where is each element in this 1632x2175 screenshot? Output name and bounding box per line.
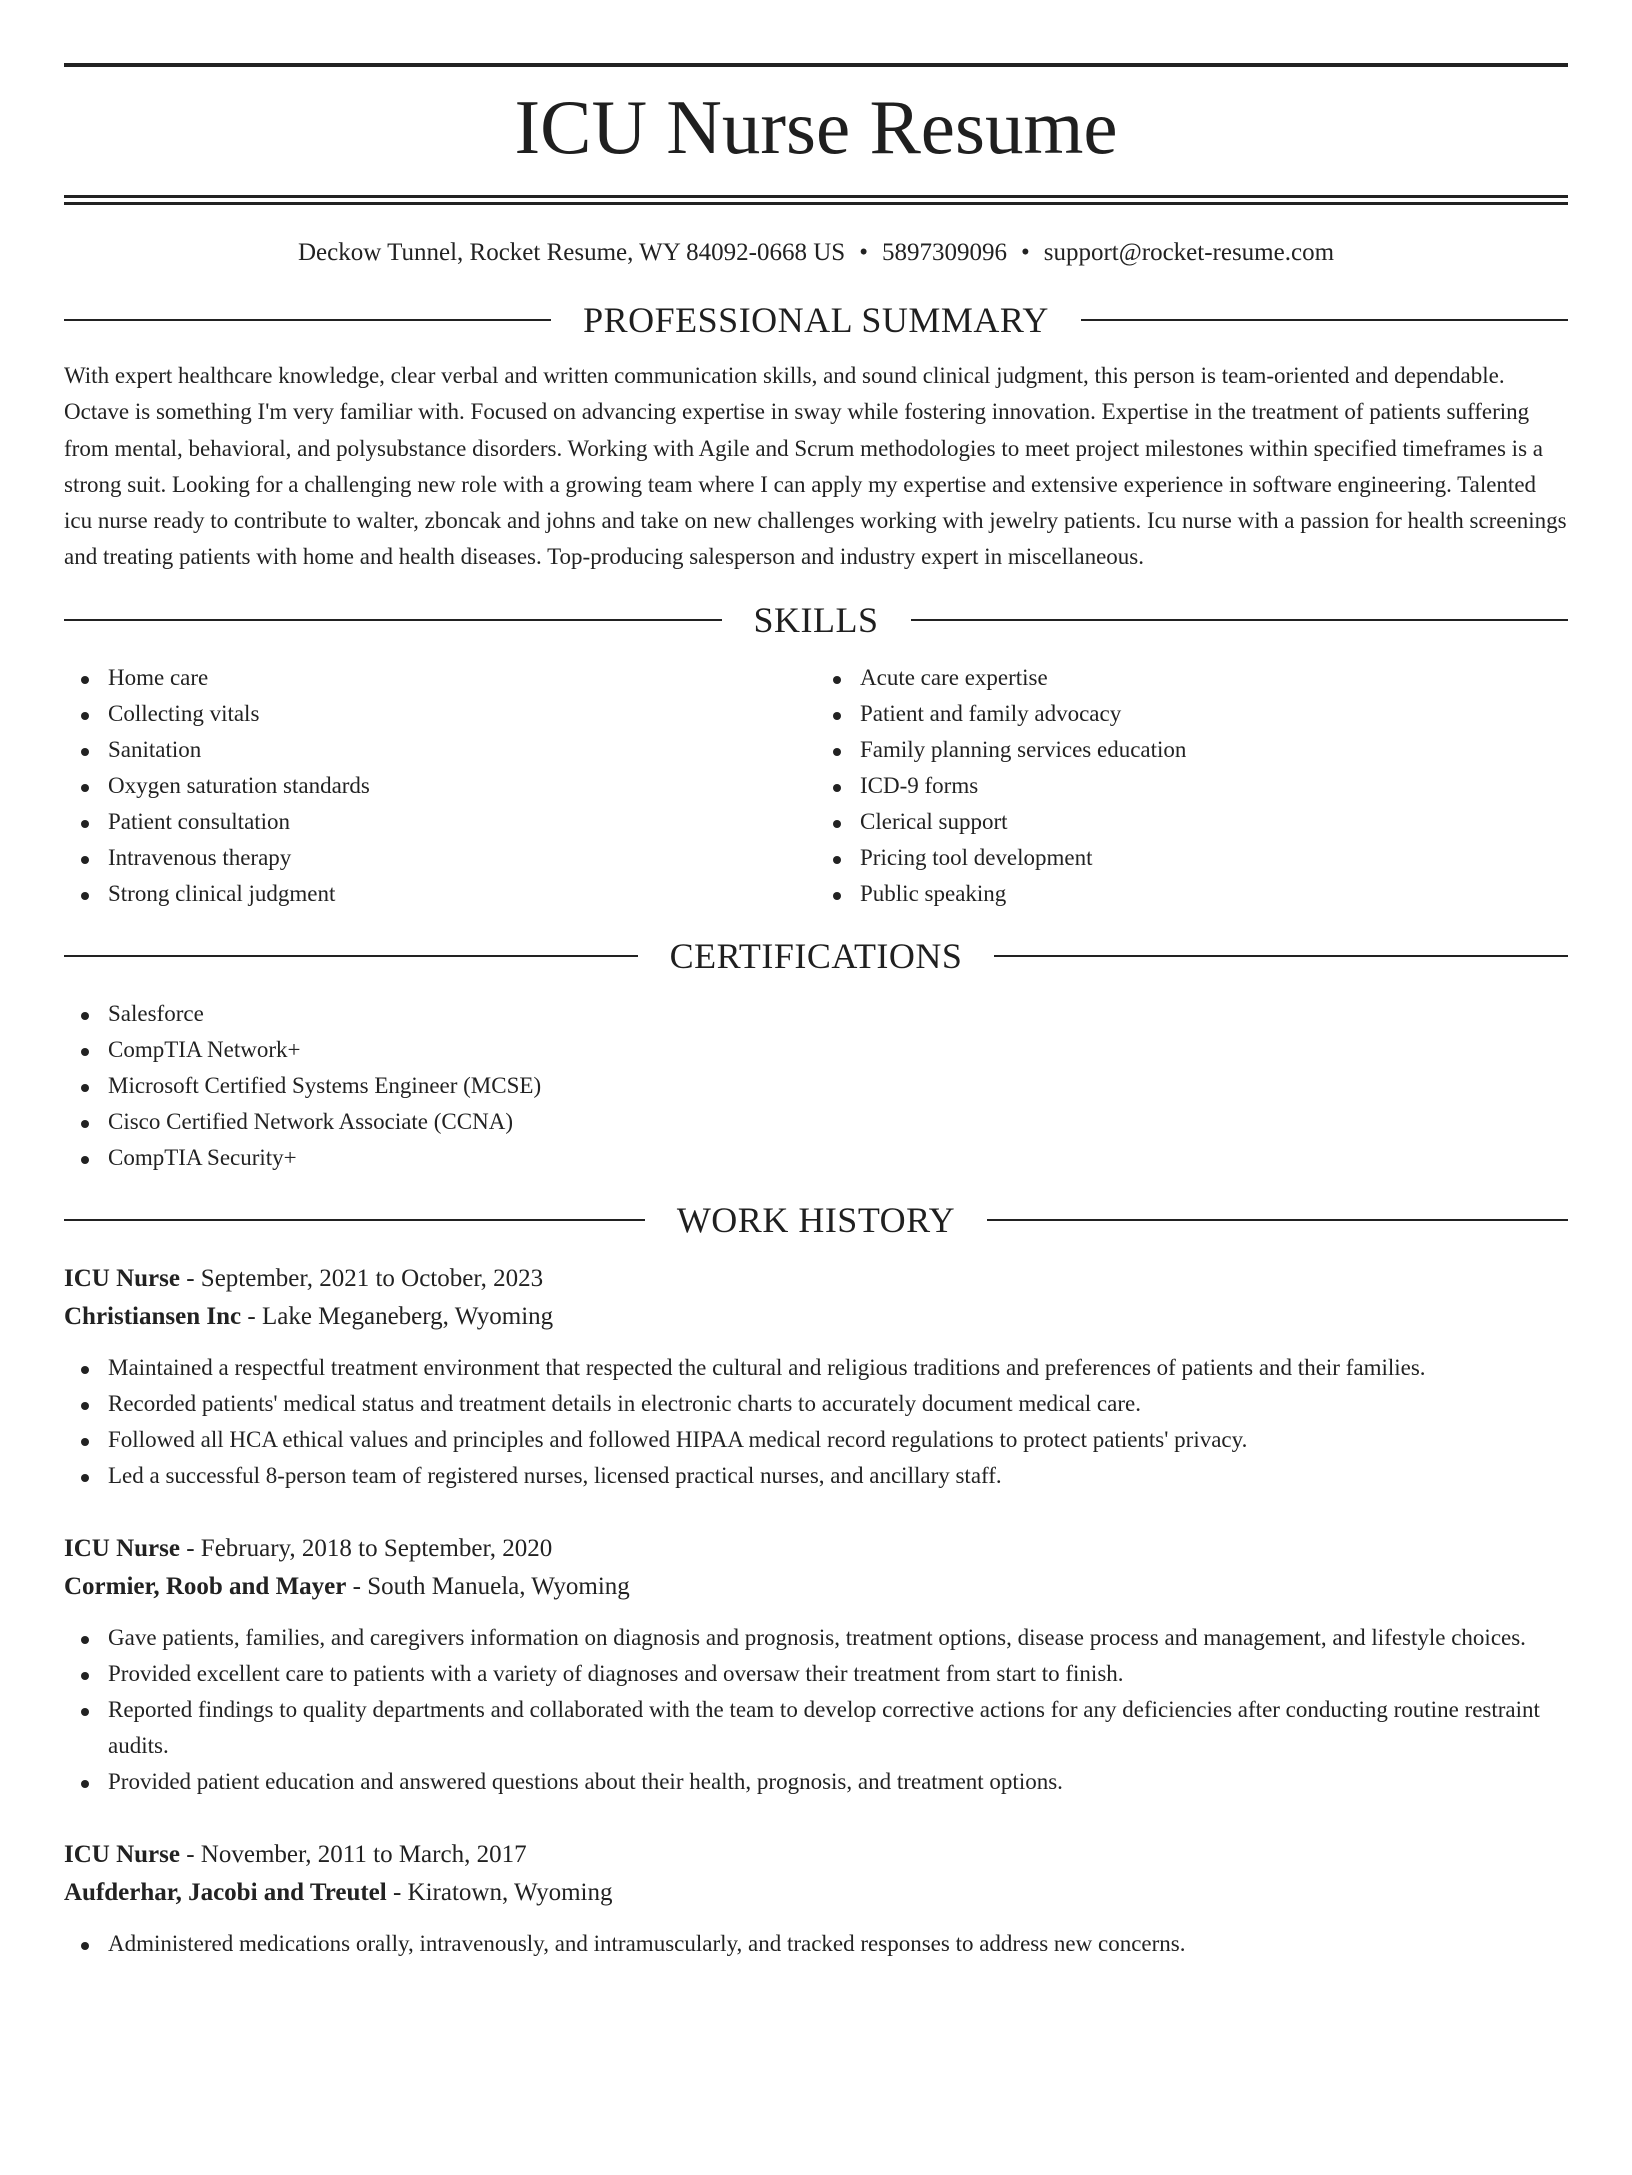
summary-section-header xyxy=(64,298,1568,342)
contact-separator: • xyxy=(859,239,868,266)
certification-item: CompTIA Network+ xyxy=(108,1032,1568,1068)
certification-item: Salesforce xyxy=(108,996,1568,1032)
job-company-line xyxy=(64,1874,1568,1912)
job-location: - South Manuela, Wyoming xyxy=(346,1572,630,1600)
skill-item: Public speaking xyxy=(860,876,1568,912)
job-bullet: Provided excellent care to patients with a variety of diagnoses and oversaw their treatment from start to finish. xyxy=(108,1656,1568,1692)
work-section-title: WORK HISTORY xyxy=(676,1199,956,1240)
skill-item: Sanitation xyxy=(108,732,816,768)
job-dates: - February, 2018 to September, 2020 xyxy=(179,1534,553,1562)
section-rule xyxy=(64,619,722,621)
job-location: - Kiratown, Wyoming xyxy=(386,1878,613,1906)
job-company: Cormier, Roob and Mayer xyxy=(64,1572,347,1600)
job-bullet: Followed all HCA ethical values and principles and followed HIPAA medical record regulations to protect patients' privacy. xyxy=(108,1422,1568,1458)
contact-separator: • xyxy=(1020,239,1030,266)
job-entry xyxy=(64,1836,1568,1962)
job-bullet: Led a successful 8-person team of registered nurses, licensed practical nurses, and ancillary staff. xyxy=(108,1458,1568,1494)
certification-item: CompTIA Security+ xyxy=(108,1140,1568,1176)
skill-item: Strong clinical judgment xyxy=(108,876,816,912)
top-rule xyxy=(64,63,1568,67)
skill-item: Home care xyxy=(108,660,816,696)
job-role: ICU Nurse xyxy=(64,1534,180,1562)
skill-item: Patient consultation xyxy=(108,804,816,840)
certifications-section-title: CERTIFICATIONS xyxy=(669,935,963,976)
certifications-list xyxy=(64,996,1568,1176)
skill-item: Family planning services education xyxy=(860,732,1568,768)
job-entry xyxy=(64,1260,1568,1494)
job-bullets xyxy=(64,1350,1568,1494)
summary-section-title: PROFESSIONAL SUMMARY xyxy=(583,300,1049,340)
title-double-rule xyxy=(64,195,1568,205)
summary-text: With expert healthcare knowledge, clear verbal and written communication skills, and sound clinical judgment, this person is team-oriented and dependable. Octave is something I'm very familiar with. Focused on advancing expertise in sway while fostering innovation. Expertise in the treatment of patients suffering from mental, behavioral, and polysubstance disorders. Working with Agile and Scrum methodologies to meet project milestones within specified timeframes is a strong suit. Looking for a challenging new role with a growing team where I can apply my expertise and extensive experience in software engineering. Talented icu nurse ready to contribute to walter, zboncak and johns and take on new challenges working with jewelry patients. Icu nurse with a passion for health screenings and treating patients with home and health diseases. Top-producing salesperson and industry expert in miscellaneous. xyxy=(64,363,1567,570)
section-rule xyxy=(987,1219,1568,1221)
certification-item: Cisco Certified Network Associate (CCNA) xyxy=(108,1104,1568,1140)
section-rule xyxy=(64,1219,645,1221)
skills-list-left xyxy=(64,660,816,912)
skills-list-right xyxy=(816,660,1568,912)
job-location: - Lake Meganeberg, Wyoming xyxy=(241,1302,554,1330)
skill-item: Clerical support xyxy=(860,804,1568,840)
contact-address: Deckow Tunnel, Rocket Resume, WY 84092-0668 US xyxy=(297,239,846,266)
contact-line xyxy=(64,236,1568,270)
certification-item: Microsoft Certified Systems Engineer (MCSE) xyxy=(108,1068,1568,1104)
resume-title: ICU Nurse Resume xyxy=(514,84,1118,170)
job-role: ICU Nurse xyxy=(64,1264,180,1292)
job-dates: - November, 2011 to March, 2017 xyxy=(179,1840,527,1868)
job-title-line xyxy=(64,1260,1568,1298)
job-bullets xyxy=(64,1926,1568,1962)
skills-section-title: SKILLS xyxy=(753,599,879,640)
job-bullet: Administered medications orally, intravenously, and intramuscularly, and tracked responses to address new concerns. xyxy=(108,1926,1568,1962)
skill-item: Acute care expertise xyxy=(860,660,1568,696)
job-bullet: Reported findings to quality departments and collaborated with the team to develop corrective actions for any deficiencies after conducting routine restraint audits. xyxy=(108,1692,1568,1764)
job-dates: - September, 2021 to October, 2023 xyxy=(179,1264,544,1292)
work-section-header xyxy=(64,1198,1568,1242)
contact-phone: 5897309096 xyxy=(881,239,1007,266)
job-role: ICU Nurse xyxy=(64,1840,180,1868)
contact-email: support@rocket-resume.com xyxy=(1043,239,1335,266)
job-company: Christiansen Inc xyxy=(64,1302,242,1330)
work-history-list xyxy=(64,1260,1568,1962)
job-title-line xyxy=(64,1836,1568,1874)
section-rule xyxy=(64,955,638,957)
section-rule xyxy=(911,619,1569,621)
skill-item: Oxygen saturation standards xyxy=(108,768,816,804)
skill-item: Pricing tool development xyxy=(860,840,1568,876)
skill-item: ICD-9 forms xyxy=(860,768,1568,804)
job-bullet: Maintained a respectful treatment environment that respected the cultural and religious traditions and preferences of patients and their families. xyxy=(108,1350,1568,1386)
skill-item: Intravenous therapy xyxy=(108,840,816,876)
section-rule xyxy=(64,319,551,321)
job-company: Aufderhar, Jacobi and Treutel xyxy=(64,1878,387,1906)
skills-section-header xyxy=(64,598,1568,642)
resume-page xyxy=(0,63,1632,2175)
job-bullet: Gave patients, families, and caregivers information on diagnosis and prognosis, treatment options, disease process and management, and lifestyle choices. xyxy=(108,1620,1568,1656)
section-rule xyxy=(1081,319,1568,321)
job-company-line xyxy=(64,1568,1568,1606)
job-company-line xyxy=(64,1298,1568,1336)
section-rule xyxy=(994,955,1568,957)
job-bullets xyxy=(64,1620,1568,1800)
job-entry xyxy=(64,1530,1568,1800)
certifications-section-header xyxy=(64,934,1568,978)
job-title-line xyxy=(64,1530,1568,1568)
skills-columns xyxy=(64,660,1568,912)
skill-item: Collecting vitals xyxy=(108,696,816,732)
job-bullet: Recorded patients' medical status and treatment details in electronic charts to accurately document medical care. xyxy=(108,1386,1568,1422)
skill-item: Patient and family advocacy xyxy=(860,696,1568,732)
job-bullet: Provided patient education and answered questions about their health, prognosis, and treatment options. xyxy=(108,1764,1568,1800)
